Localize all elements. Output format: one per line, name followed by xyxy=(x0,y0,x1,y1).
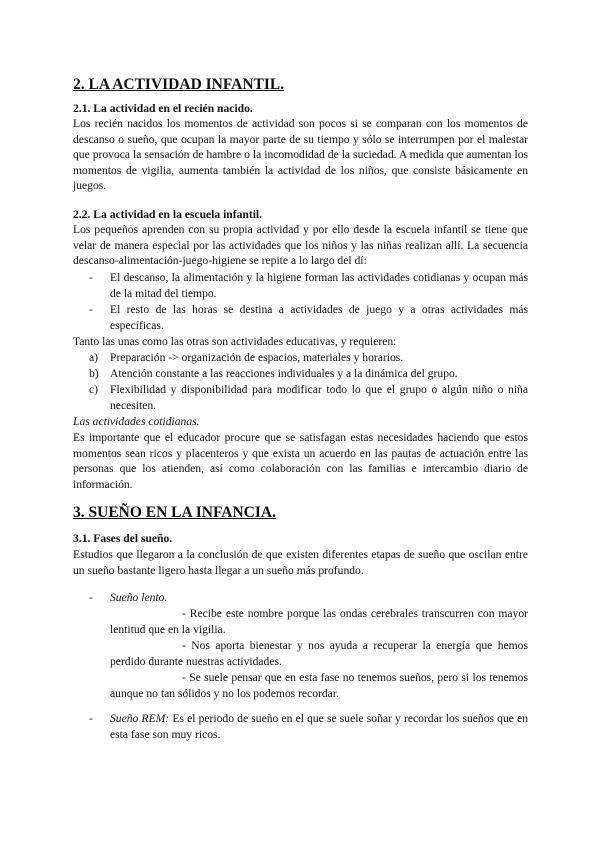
list-marker: - xyxy=(89,303,93,316)
list-marker: - xyxy=(89,271,93,284)
list-item xyxy=(73,382,528,413)
rem-sleep-text: Es el periodo de sueño en el que se suele soñar y recordar los sueños que en esta fase son muy ricos. xyxy=(110,712,528,741)
list-item xyxy=(73,302,528,333)
light-sleep-point: - Recibe este nombre porque las ondas cerebrales transcurren con mayor lentitud que en la vigilia. xyxy=(110,607,528,636)
section-2-2-paragraph: Los pequeños aprenden con su propia actividad y por ello desde la escuela infantil se tiene que velar de manera especial por las actividades que los niños y las niñas realizan allí. La secuencia descanso-alimentación-juego-higiene se repite a lo largo del dí: xyxy=(73,223,528,268)
list-marker: - xyxy=(89,712,93,725)
list-item-text: Atención constante a las reacciones individuales y a la dinámica del grupo. xyxy=(110,367,458,380)
list-item-text: El resto de las horas se destina a actividades de juego y a otras actividades más específicas. xyxy=(110,303,528,332)
light-sleep-label: Sueño lento. xyxy=(110,591,168,604)
list-item xyxy=(73,590,528,606)
daily-activities-heading: Las actividades cotidianas. xyxy=(73,415,200,428)
list-item-text: El descanso, la alimentación y la higiene forman las actividades cotidianas y ocupan más de la mitad del tiempo. xyxy=(110,271,528,300)
list-item-text: Flexibilidad y disponibilidad para modificar todo lo que el grupo o algún niño o niña necesiten. xyxy=(110,383,528,412)
light-sleep-point: - Se suele pensar que en esta fase no tenemos sueños, pero si los tenemos aunque no tan sólidos y no los podemos recordar. xyxy=(110,671,528,700)
list-item xyxy=(73,350,528,366)
list-marker: a) xyxy=(89,351,99,364)
list-item xyxy=(73,270,528,301)
section-3-1-paragraph: Estudios que llegaron a la conclusión de que existen diferentes etapas de sueño que oscilan entre un sueño bastante ligero hasta llegar a un sueño más profundo. xyxy=(73,548,528,577)
section-3-1-title: 3.1. Fases del sueño. xyxy=(73,532,173,545)
rem-sleep-item xyxy=(110,711,528,742)
daily-activities-paragraph: Es importante que el educador procure que se satisfagan estas necesidades haciendo que estos momentos sean ricos y placenteros y que exista un acuerdo en las pautas de actuación entre las personas que los atienden, así como colaboración con las familias e intercambio diario de información. xyxy=(73,431,528,491)
list-marker: b) xyxy=(89,367,99,380)
list-item xyxy=(73,711,528,742)
section-2-title: 2. LA ACTIVIDAD INFANTIL. xyxy=(73,76,285,93)
list-marker: c) xyxy=(89,383,99,396)
list-marker: - xyxy=(89,591,93,604)
section-2-2-title: 2.2. La actividad en la escuela infantil. xyxy=(73,208,263,221)
light-sleep-point: - Nos aporta bienestar y nos ayuda a recuperar la energía que hemos perdido durante nuestras actividades. xyxy=(110,639,528,668)
requirements-intro: Tanto las unas como las otras son actividades educativas, y requieren: xyxy=(73,335,397,348)
section-2-1-paragraph: Los recién nacidos los momentos de actividad son pocos si se comparan con los momentos de descanso o sueño, que ocupan la mayor parte de su tiempo y sólo se interrumpen por el malestar que provoca la sensación de hambre o la incomodidad de la suciedad. A medida que aumentan los momentos de vigilia, aumenta también la actividad de los niños, que consiste básicamente en juegos. xyxy=(73,117,528,193)
section-3-title: 3. SUEÑO EN LA INFANCIA. xyxy=(73,504,276,521)
list-item-text: Preparación -> organización de espacios, materiales y horarios. xyxy=(110,351,404,364)
list-item xyxy=(73,366,528,382)
section-2-1-title: 2.1. La actividad en el recién nacido. xyxy=(73,102,253,115)
rem-sleep-label: Sueño REM: xyxy=(110,712,170,725)
